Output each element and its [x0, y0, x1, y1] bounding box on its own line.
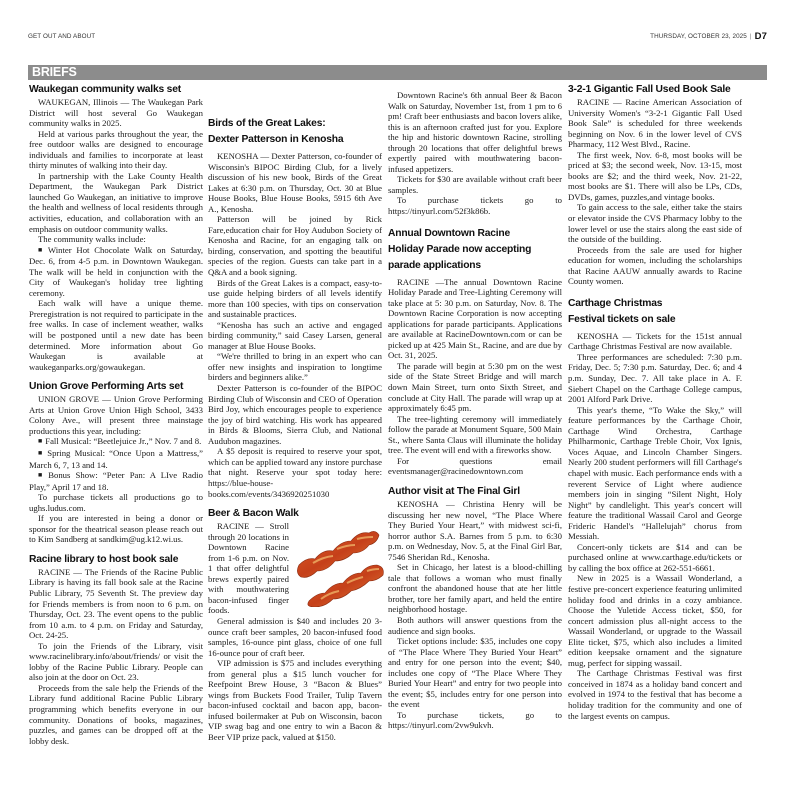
article-carthage [568, 296, 742, 721]
article-beer-bacon [208, 508, 382, 742]
paragraph: The community walks include: [38, 234, 146, 245]
headline [388, 226, 562, 274]
paragraph: To purchase tickets go to https://tinyurl.com/52f3k86b. [388, 195, 562, 217]
headline [208, 116, 382, 148]
bacon-image-icon [293, 521, 385, 607]
paragraph: “We're thrilled to bring in an expert who can offer new insights and inspiration to longtime birders and beginners alike.” [208, 351, 382, 383]
article-parade [388, 226, 562, 477]
paragraph: KENOSHA — Dexter Patterson, co-founder of Wisconsin's BIPOC Birding Club, for a lively discussion of his new book, Birds of the Great Lakes at 6:30 p.m. on Thursday, Oct. 30 at Blue House Books, Blue House Books, 5915 6th Ave A., Kenosha. [208, 151, 382, 214]
paragraph: RACINE —The annual Downtown Racine Holiday Parade and Tree-Lighting Ceremony will take place at 5: 30 p.m. on Saturday, Nov. 8. The Downtown Racine Corporation is now accepting applications for parade participants. Applications are available at RacineDowntown.com or can be picked up at 425 Main St., Racine, and are due by Oct. 31, 2025. [388, 276, 562, 361]
paragraph: UNION GROVE — Union Grove Performing Arts at Union Grove Union High School, 3433 Colony Ave., will present three mainstage productions this year, including: [29, 394, 203, 436]
paragraph: To purchase tickets all productions go to ughs.ludus.com. [29, 492, 203, 513]
headline-line: parade applications [388, 259, 481, 271]
bullet-item: ■ Winter Hot Chocolate Walk on Saturday, Dec. 6, from 4-5 p.m. in Downtown Waukegan. The walk will be held in conjunction with the City of Waukegan's holiday tree lighting ceremony. [29, 245, 203, 299]
page-header [28, 29, 767, 41]
folio [650, 31, 767, 42]
headline: Union Grove Performing Arts set [29, 381, 184, 393]
headline [568, 296, 742, 328]
paragraph: WAUKEGAN, Illinois — The Waukegan Park District will host several Go Waukegan community walks in 2025. [29, 97, 203, 129]
bullet-item: ■ Bonus Show: “Peter Pan: A LIve Radio Play,” April 17 and 18. [29, 470, 203, 492]
paragraph: Held at various parks throughout the year, the free outdoor walks are designed to encourage individuals and families to incorporate at least thirty minutes of walking into their day. [29, 128, 203, 171]
article-book-sale [568, 84, 742, 287]
paragraph: “Kenosha has such an active and engaged birding community,” said Casey Larsen, general manager at Blue House Books. [208, 319, 382, 351]
headline: Author visit at The Final Girl [388, 485, 520, 497]
paragraph: KENOSHA — Tickets for the 151st annual Carthage Christmas Festival are now available. [568, 330, 742, 352]
paragraph: Proceeds from the sale help the Friends of the Library fund additional Racine Public Library programming which benefits everyone in our community. Donations of books, magazines, puzzles, and games can be dropped off at the lobby desk. [29, 682, 203, 746]
paragraph: The tree-lighting ceremony will immediately follow the parade at Monument Square, 500 Main St., where Santa Claus will illuminate the holiday tree. The event will end with a fireworks show. [388, 413, 562, 456]
paragraph: Both authors will answer questions from the audience and sign books. [388, 614, 562, 636]
article-waukegan [29, 84, 203, 372]
paragraph: Ticket options include: $35, includes one copy of “The Place Where They Buried Your Heart” and entry for one person into the event; $40, includes one copy of “The Place Where They Buried Your Heart” and entry for two people into the event; $5, includes entry for one person into the event [388, 636, 562, 710]
article-author-visit [388, 486, 562, 731]
headline: 3-2-1 Gigantic Fall Used Book Sale [568, 84, 731, 95]
paragraph: RACINE — Racine American Association of University Women's “3-2-1 Gigantic Fall Used Book Sale” is scheduled for three weekends beginning on Nov. 6 in the lower level of CVS Pharmacy, 112 West Blvd., Racine. [568, 97, 742, 150]
paragraph: Each walk will have a unique theme. Preregistration is not required to participate in the free walks. In case of inclement weather, walks will be postponed until a new date has been determined. More information about Go Waukegan is available at waukeganparks.org/gowaukegan. [29, 298, 203, 372]
paragraph: RACINE — Stroll through 20 locations in Downtown Racine from 1-6 p.m. on Nov. 1 that offer delightful brews expertly paired with mouthwatering bacon-infused finger foods. [208, 521, 289, 616]
section-label: GET OUT AND ABOUT [28, 33, 96, 40]
paragraph: Set in Chicago, her latest is a blood-chilling tale that follows a woman who must finally confront the abandoned house that ate her little brother, tore her family apart, and held the entire neighborhood hostage. [388, 562, 562, 615]
column-1 [29, 84, 203, 746]
paragraph: To join the Friends of the Library, visit www.racinelibrary.info/about/friends/ or visit the lobby of the Racine Public Library. People can also join at the door on Oct. 23. [29, 640, 203, 683]
paragraph: General admission is $40 and includes 20 3-ounce craft beer samples, 20 bacon-infused food samples, 16-ounce pint glass, choice of one full 16-ounce pour of craft beer. [208, 615, 382, 658]
paragraph: Concert-only tickets are $14 and can be purchased online at www.carthage.edu/tickets or by calling the box office at 262-551-6661. [568, 541, 742, 573]
paragraph: Patterson will be joined by Rick Fare,education chair for Hoy Audubon Society of Kenosha and Racine, for an engaging talk on birding, conservation, and spotting the beautiful species of the region. Guests can take part in a Q&A and a book signing. [208, 214, 382, 278]
bullet-item: ■ Fall Musical: “Beetlejuice Jr.,” Nov. 7 and 8. [29, 436, 203, 448]
paragraph: Downtown Racine's 6th annual Beer & Bacon Walk on Saturday, November 1st, from 1 pm to 6 pm! Craft beer enthusiasts and bacon lovers alike, this is an afternoon crafted just for you. Explore the hip and historic downtown Racine, strolling through 20 locations that offer delightful brews expertly paired with mouthwatering bacon-infused appetizers. [388, 90, 562, 174]
headline-line: Carthage Christmas [568, 297, 663, 309]
bullet-item: ■ Spring Musical: “Once Upon a Mattress,” March 6, 7, 13 and 14. [29, 448, 203, 470]
paragraph: If you are interested in being a donor or sponsor for the theatrical season please reach out to Kim Sandberg at sandkim@ug.k12.wi.us. [29, 513, 203, 545]
headline: Beer & Bacon Walk [208, 508, 299, 520]
paragraph: The Carthage Christmas Festival was first conceived in 1874 as a holiday band concert and evolved in 1974 to the festival that has become a holiday tradition for the community and one of the largest events on campus. [568, 668, 742, 721]
paragraph: Dexter Patterson is co-founder of the BIPOC Birding Club of Wisconsin and CEO of Operation Bird Joy, which encourages people to experience the joy of bird watching. His work has appeared in Birds & Blooms, Sierra Club, and National Audubon magazines. [208, 383, 382, 446]
paragraph: This year's theme, “To Wake the Sky,” will feature performances by the Carthage Choir, Carthage Wind Orchestra, Carthage Philharmonic, Carthage Treble Choir, Vox Ignis, Voces Aquae, and Lincoln Chamber Singers. Nearly 200 student performers will fill Carthage's chapel with music. Each performance ends with a reverent Service of Light where audience members join in singing “Silent Night, Holy Night” by candlelight. This year's concert will feature the traditional Wassail Carol and George Frideric Handel's “Hallelujah” chorus from Messiah. [568, 404, 742, 542]
briefs-banner-label: BRIEFS [32, 65, 77, 79]
paragraph: The parade will begin at 5:30 pm on the west side of the State Street Bridge and will march down Main Street, turn onto Sixth Street, and conclude at City Hall. The parade will wrap up at approximately 6:45 pm. [388, 360, 562, 414]
paragraph: The first week, Nov. 6-8, most books will be priced at $3; the second week, Nov. 13-15, most books are $2; and the third week, Nov. 21-22, most books are $1. There will also be LPs, CDs, DVDs, games, puzzles,and vintage books. [568, 149, 742, 202]
headline-line: Holiday Parade now accepting [388, 243, 532, 255]
article-birds [208, 116, 382, 499]
paragraph: Proceeds from the sale are used for higher education for women, including the scholarships that Racine AAUW annually awards to Racine County women. [568, 244, 742, 287]
folio-separator: | [749, 33, 752, 40]
publication-date: THURSDAY, OCTOBER 23, 2025 [650, 33, 747, 40]
paragraph: A $5 deposit is required to reserve your spot, which can be applied toward any instore purchase that night. Reserve your spot today here: https://blue-house-books.com/events/3436920251030 [208, 446, 382, 499]
article-union-grove [29, 381, 203, 545]
paragraph: Birds of the Great Lakes is a compact, easy-to-use guide helping birders of all levels identify more than 100 species, with tips on conservation and sustainable practices. [208, 277, 382, 320]
paragraph: VIP admission is $75 and includes everything from general plus a $15 lunch voucher for Reefpoint Brew House, 3 “Bacon & Blues” wings from Buckets Food Trailer, Tulip Tavern bacon-infused cocktail and bacon app, bacon-infused boilermaker at Pub on Wisconsin, bacon VIP swag bag and one entry to win a Bacon & Beer VIP prize pack, valued at $150. [208, 658, 382, 742]
headline-line: Festival tickets on sale [568, 313, 676, 325]
briefs-banner [28, 65, 767, 80]
column-3 [388, 84, 562, 731]
headline-line: Birds of the Great Lakes: [208, 118, 326, 129]
bacon-photo [293, 521, 385, 607]
paragraph: Three performances are scheduled: 7:30 p.m. Friday, Dec. 5; 7:30 p.m. Saturday, Dec. 6; and 4 p.m. Sunday, Dec. 7. All take place in A. F. Siebert Chapel on the Carthage College campus, 2001 Alford Park Drive. [568, 351, 742, 405]
page-number: D7 [754, 31, 767, 42]
column-4 [568, 84, 742, 721]
headline: Racine library to host book sale [29, 553, 179, 565]
headline: Waukegan community walks set [29, 84, 181, 95]
paragraph: KENOSHA — Christina Henry will be discussing her new novel, “The Place Where They Buried Your Heart,” with midwest sci-fi, horror author S.A. Barnes from 5 p.m. to 6:30 p.m. on Wednesday, Nov. 5, at the Final Girl Bar, 7546 Sheridan Rd., Kenosha. [388, 498, 562, 562]
paragraph: Tickets for $30 are available without craft beer samples. [388, 174, 562, 195]
article-beer-bacon-continued [388, 90, 562, 217]
paragraph: RACINE — The Friends of the Racine Public Library is having its fall book sale at the Racine Public Library, 75 Seventh St. The preview day for Friends members is from noon to 6 p.m. on Thursday, Oct. 23. The event opens to the public from 10 a.m. to 4 p.m. on Friday and Saturday, Oct. 24-25. [29, 566, 203, 641]
paragraph: For questions email eventsmanager@racinedowntown.com [388, 455, 562, 477]
paragraph: New in 2025 is a Wassail Wonderland, a festive pre-concert experience featuring unlimited holiday food and drinks in a cozy ambiance. Choose the Yuletide Access ticket, $50, for concert admission plus all-night access to the Wassail Wonderland, or upgrade to the Wassail Elite ticket, $75, which also includes a limited edition keepsake ornament and the signature mug, perfect for sipping wassail. [568, 573, 742, 668]
paragraph: In partnership with the Lake County Health Department, the Waukegan Park District launched Go Waukegan, an initiative to improve the health and wellness of local residents through activities, education, and collaboration with an emphasis on outdoor community walks. [29, 170, 203, 234]
headline-line: Dexter Patterson in Kenosha [208, 134, 344, 145]
article-racine-library [29, 554, 203, 746]
column-2 [208, 84, 382, 743]
headline-line: Annual Downtown Racine [388, 227, 511, 239]
paragraph: To gain access to the sale, either take the stairs or elevator inside the CVS Pharmacy lobby to the lower level or use the stairs along the east side of the outside of the building. [568, 202, 742, 245]
paragraph: To purchase tickets, go to https://tinyurl.com/2vw9ukvh. [388, 709, 562, 731]
